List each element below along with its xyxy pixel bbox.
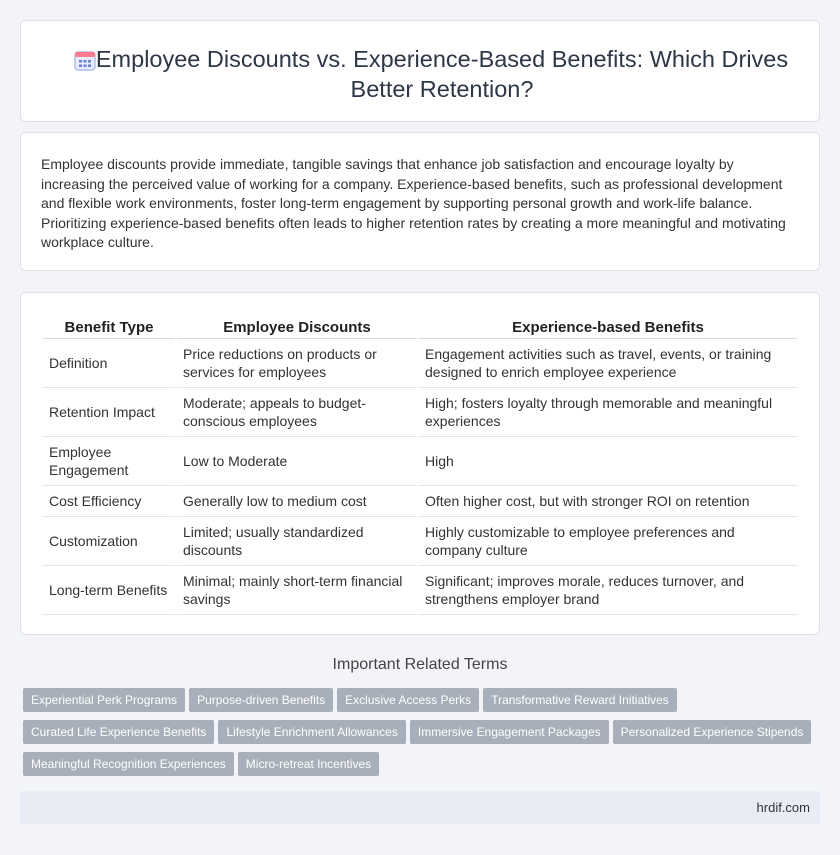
related-term-tag[interactable]: Immersive Engagement Packages — [410, 720, 609, 744]
column-header: Experience-based Benefits — [419, 313, 797, 339]
table-header-row — [43, 313, 797, 339]
table-cell: Moderate; appeals to budget-conscious employees — [177, 388, 417, 437]
related-term-tag[interactable]: Experiential Perk Programs — [23, 688, 185, 712]
related-term-tag[interactable]: Purpose-driven Benefits — [189, 688, 333, 712]
column-header: Benefit Type — [43, 313, 175, 339]
header-card — [20, 20, 820, 122]
table-cell: Significant; improves morale, reduces turnover, and strengthens employer brand — [419, 566, 797, 615]
related-term-tag[interactable]: Transformative Reward Initiatives — [483, 688, 677, 712]
footer-site-link[interactable]: hrdif.com — [756, 800, 810, 815]
footer — [20, 791, 820, 824]
table-cell: Price reductions on products or services for employees — [177, 339, 417, 388]
table-row — [43, 486, 797, 517]
table-row — [43, 339, 797, 388]
table-cell: Highly customizable to employee preferences and company culture — [419, 517, 797, 566]
table-row — [43, 437, 797, 486]
table-cell: Often higher cost, but with stronger ROI on retention — [419, 486, 797, 517]
table-cell: Generally low to medium cost — [177, 486, 417, 517]
related-term-tag[interactable]: Curated Life Experience Benefits — [23, 720, 214, 744]
intro-paragraph: Employee discounts provide immediate, tangible savings that enhance job satisfaction and encourage loyalty by increasing the perceived value of working for a company. Experience-based benefits, such as professional development and flexible work environments, foster long-term engagement by supporting personal growth and work-life balance. Prioritizing experience-based benefits often leads to higher retention rates by creating a more meaningful and motivating workplace culture. — [41, 156, 786, 250]
related-term-tag[interactable]: Exclusive Access Perks — [337, 688, 479, 712]
related-term-tag[interactable]: Personalized Experience Stipends — [613, 720, 812, 744]
related-term-tag[interactable]: Micro-retreat Incentives — [238, 752, 379, 776]
row-label: Cost Efficiency — [43, 486, 175, 517]
table-row — [43, 566, 797, 615]
table-cell: High; fosters loyalty through memorable and meaningful experiences — [419, 388, 797, 437]
row-label: Employee Engagement — [43, 437, 175, 486]
calendar-icon — [73, 48, 97, 72]
comparison-table-card — [20, 292, 820, 635]
comparison-table — [41, 313, 799, 615]
row-label: Long-term Benefits — [43, 566, 175, 615]
page-title: Employee Discounts vs. Experience-Based Benefits: Which Drives Better Retention? — [95, 46, 789, 102]
table-cell: Minimal; mainly short-term financial savings — [177, 566, 417, 615]
related-terms-title: Important Related Terms — [332, 656, 508, 673]
title-wrap — [61, 44, 799, 104]
table-row — [43, 388, 797, 437]
intro-card — [20, 132, 820, 271]
row-label: Retention Impact — [43, 388, 175, 437]
row-label: Definition — [43, 339, 175, 388]
table-row — [43, 517, 797, 566]
related-terms-tags — [23, 688, 823, 784]
related-term-tag[interactable]: Lifestyle Enrichment Allowances — [218, 720, 405, 744]
table-cell: Low to Moderate — [177, 437, 417, 486]
table-cell: Limited; usually standardized discounts — [177, 517, 417, 566]
related-term-tag[interactable]: Meaningful Recognition Experiences — [23, 752, 234, 776]
row-label: Customization — [43, 517, 175, 566]
table-cell: High — [419, 437, 797, 486]
table-cell: Engagement activities such as travel, events, or training designed to enrich employee experience — [419, 339, 797, 388]
column-header: Employee Discounts — [177, 313, 417, 339]
